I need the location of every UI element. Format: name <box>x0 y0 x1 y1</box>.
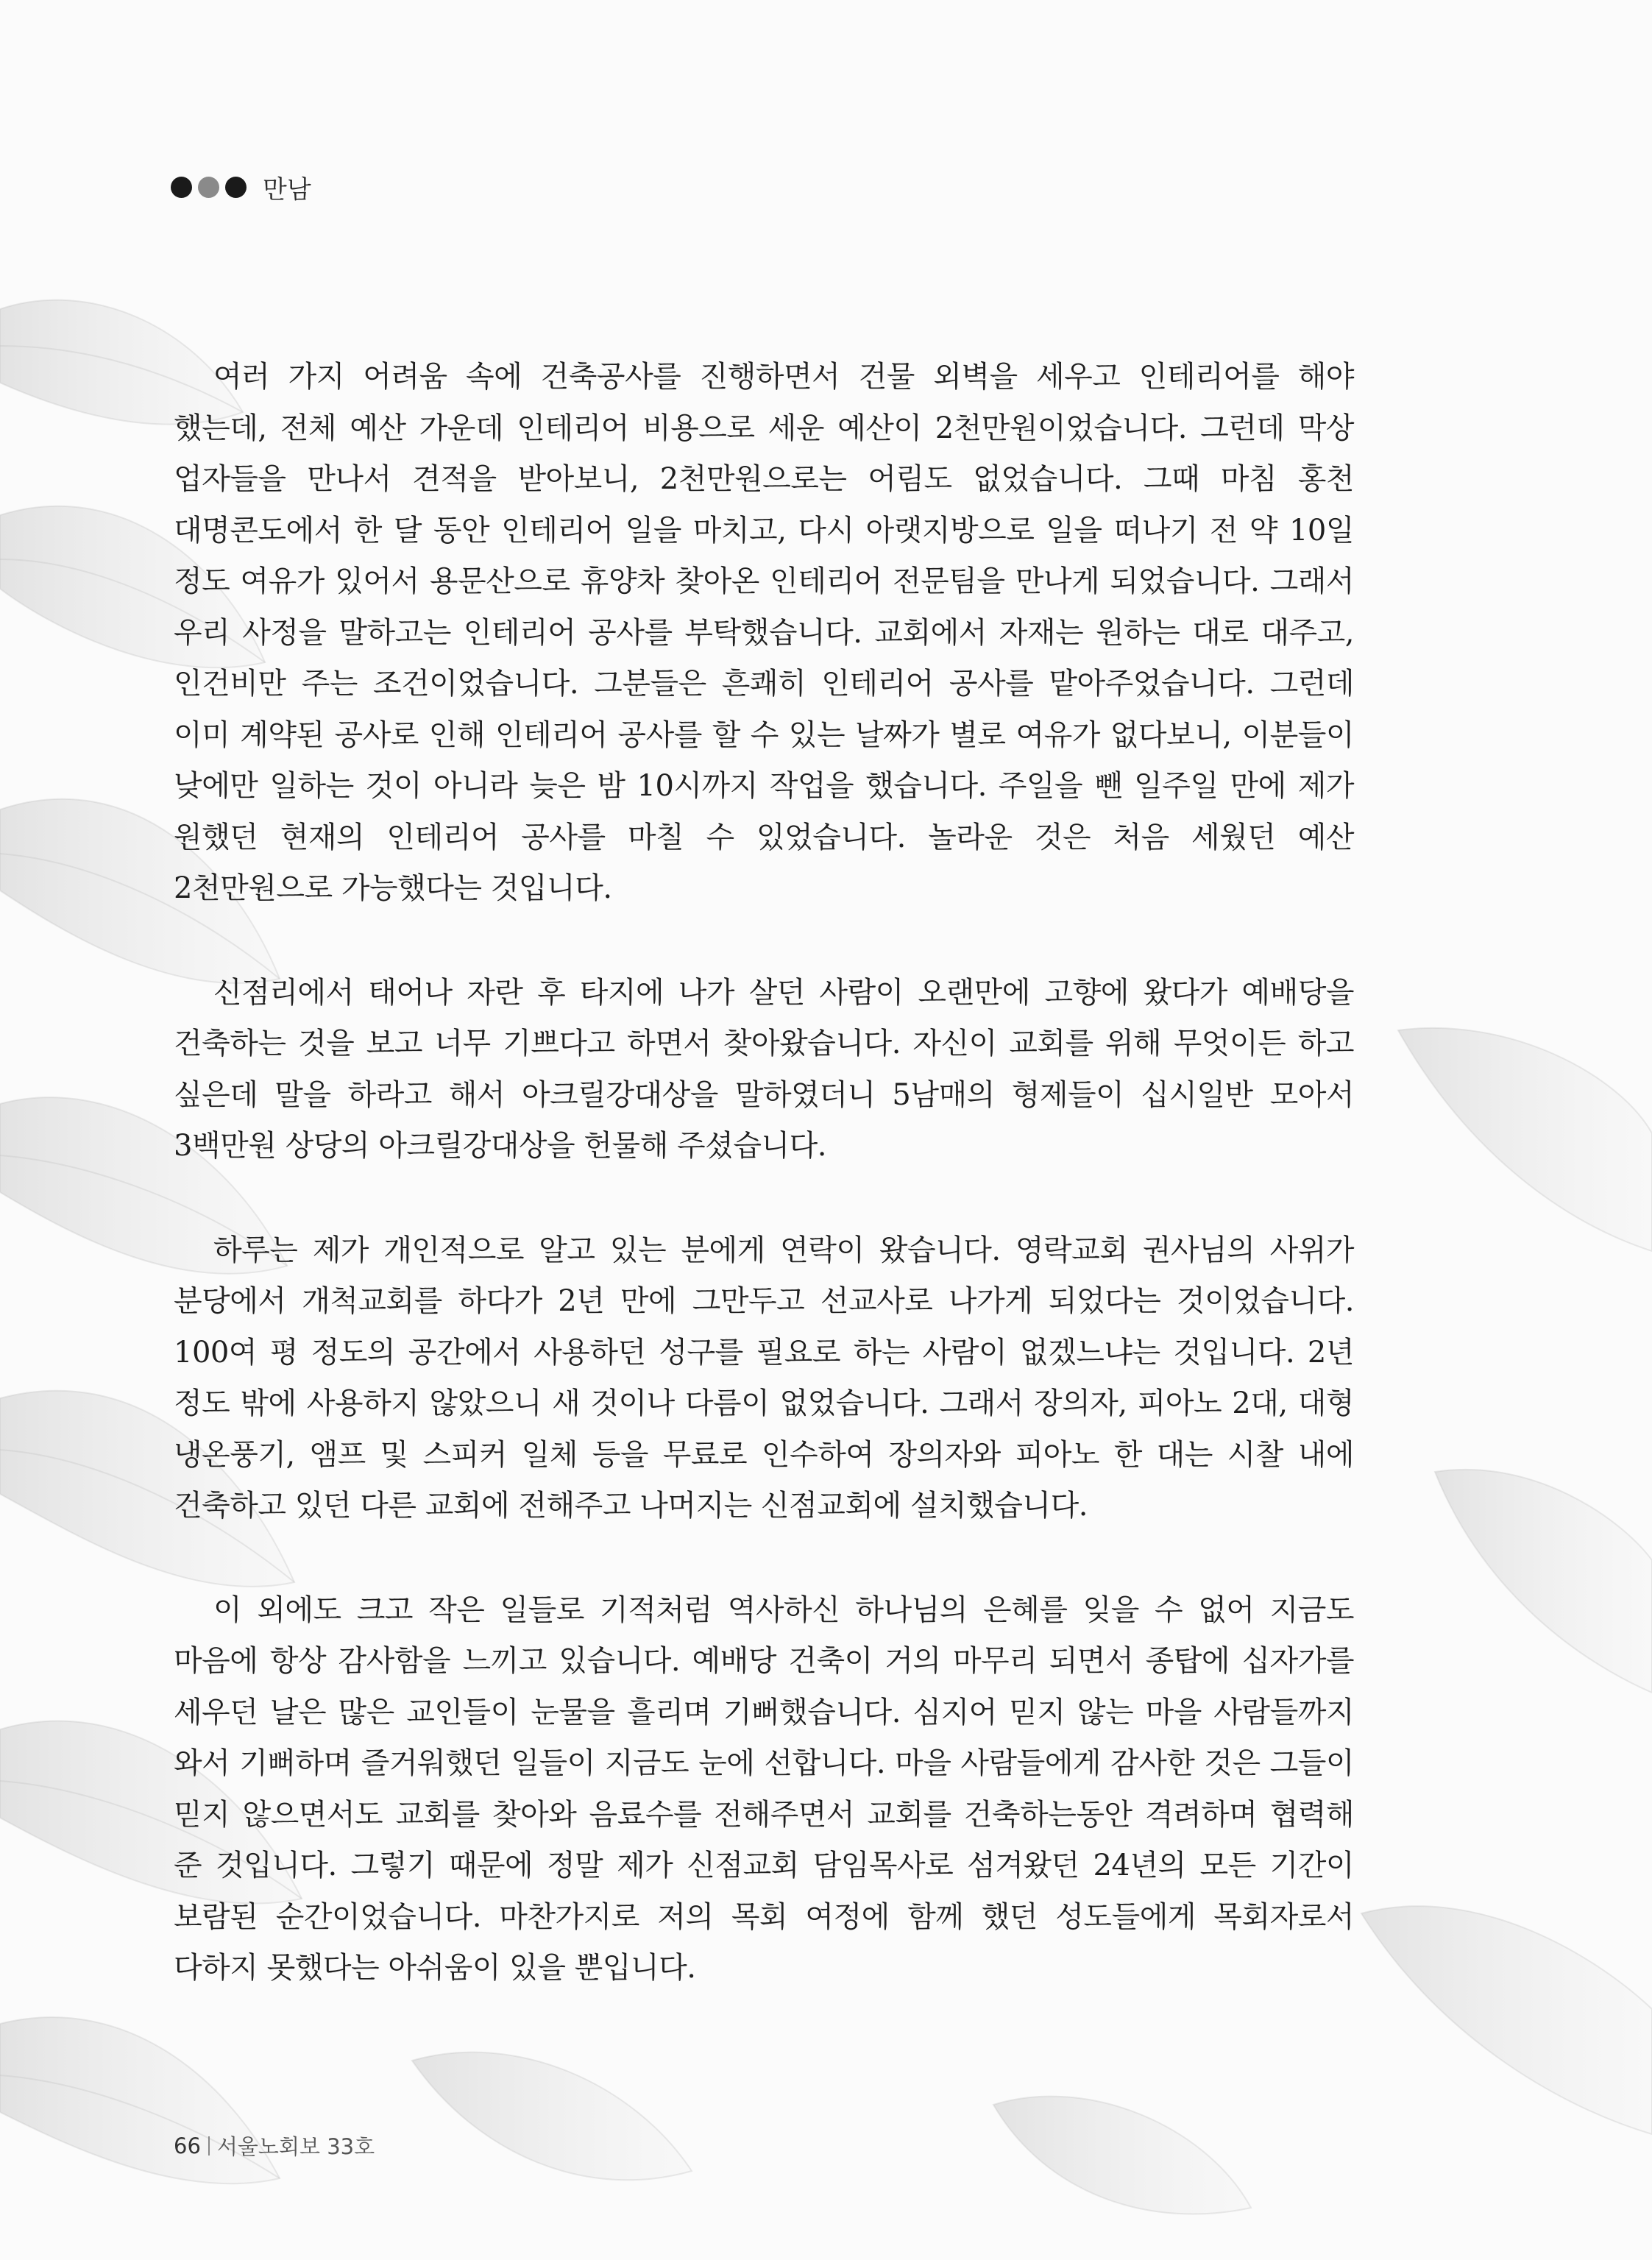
header-dot-1 <box>171 177 192 198</box>
footer-divider <box>208 2136 210 2155</box>
section-label: 만남 <box>263 175 311 205</box>
section-header <box>171 169 311 205</box>
paragraph-4: 이 외에도 크고 작은 일들로 기적처럼 역사하신 하나님의 은혜를 잊을 수 없어 지금도 마음에 항상 감사함을 느끼고 있습니다. 예배당 건축이 거의 마무리 되면서 종탑에 십자가를 세우던 날은 많은 교인들이 눈물을 흘리며 기뻐했습니다. 심지어 믿지 않는 마을 사람들까지 와서 기뻐하며 즐거워했던 일들이 지금도 눈에 선합니다. 마을 사람들에게 감사한 것은 그들이 믿지 않으면서도 교회를 찾아와 음료수를 전해주면서 교회를 건축하는동안 격려하며 협력해 준 것입니다. 그렇기 때문에 정말 제가 신점교회 담임목사로 섬겨왔던 24년의 모든 기간이 보람된 순간이었습니다. 마찬가지로 저의 목회 여정에 함께 했던 성도들에게 목회자로서 다하지 못했다는 아쉬움이 있을 뿐입니다. <box>174 1593 1354 1985</box>
publication-name: 서울노회보 33호 <box>216 2134 375 2159</box>
paragraph-2: 신점리에서 태어나 자란 후 타지에 나가 살던 사람이 오랜만에 고향에 왔다가 예배당을 건축하는 것을 보고 너무 기쁘다고 하면서 찾아왔습니다. 자신이 교회를 위해 무엇이든 하고 싶은데 말을 하라고 해서 아크릴강대상을 말하였더니 5남매의 형제들이 십시일반 모아서 3백만원 상당의 아크릴강대상을 헌물해 주셨습니다. <box>174 975 1354 1163</box>
header-dot-3 <box>225 177 247 198</box>
paragraph-3: 하루는 제가 개인적으로 알고 있는 분에게 연락이 왔습니다. 영락교회 권사님의 사위가 분당에서 개척교회를 하다가 2년 만에 그만두고 선교사로 나가게 되었다는 것이었습니다. 100여 평 정도의 공간에서 사용하던 성구를 필요로 하는 사람이 없겠느냐는 것입니다. 2년 정도 밖에 사용하지 않았으니 새 것이나 다름이 없었습니다. 그래서 장의자, 피아노 2대, 대형 냉온풍기, 앰프 및 스피커 일체 등을 무료로 인수하여 장의자와 피아노 한 대는 시찰 내에 건축하고 있던 다른 교회에 전해주고 나머지는 신점교회에 설치했습니다. <box>174 1233 1354 1523</box>
page-number: 66 <box>174 2133 201 2158</box>
header-dot-2 <box>198 177 219 198</box>
paragraph-1: 여러 가지 어려움 속에 건축공사를 진행하면서 건물 외벽을 세우고 인테리어를 해야 했는데, 전체 예산 가운데 인테리어 비용으로 세운 예산이 2천만원이었습니다. 그런데 막상 업자들을 만나서 견적을 받아보니, 2천만원으로는 어림도 없었습니다. 그때 마침 홍천 대명콘도에서 한 달 동안 인테리어 일을 마치고, 다시 아랫지방으로 일을 떠나기 전 약 10일 정도 여유가 있어서 용문산으로 휴양차 찾아온 인테리어 전문팀을 만나게 되었습니다. 그래서 우리 사정을 말하고는 인테리어 공사를 부탁했습니다. 교회에서 자재는 원하는 대로 대주고, 인건비만 주는 조건이었습니다. 그분들은 흔쾌히 인테리어 공사를 맡아주었습니다. 그런데 이미 계약된 공사로 인해 인테리어 공사를 할 수 있는 날짜가 별로 여유가 없다보니, 이분들이 낮에만 일하는 것이 아니라 늦은 밤 10시까지 작업을 했습니다. 주일을 뺀 일주일 만에 제가 원했던 현재의 인테리어 공사를 마칠 수 있었습니다. 놀라운 것은 처음 세웠던 예산 2천만원으로 가능했다는 것입니다. <box>174 360 1354 905</box>
page-footer <box>174 2130 375 2161</box>
article-body <box>174 352 1354 2047</box>
